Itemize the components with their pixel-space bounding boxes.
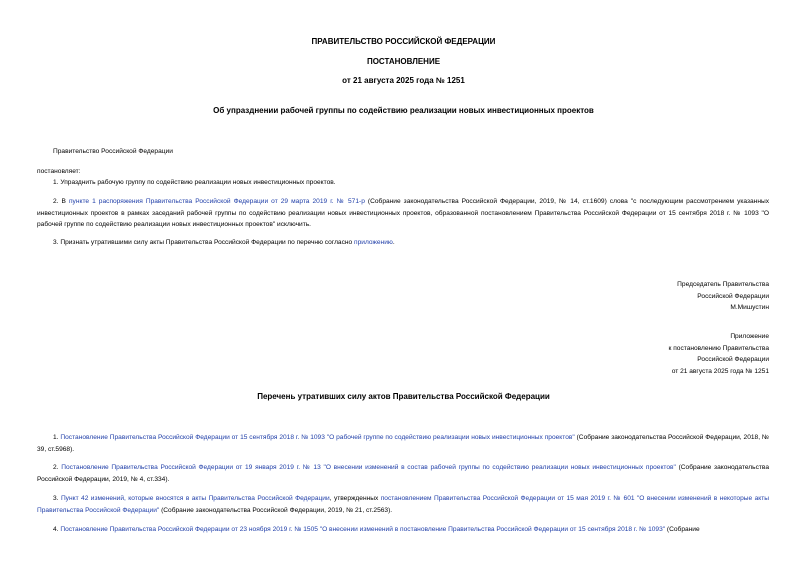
list-item-4 <box>37 524 769 536</box>
list-item-3 <box>37 493 769 516</box>
list-item-1-text: (Собрание законодательства Российской Федерации, 2018, № 39, ст.5968). <box>37 434 769 453</box>
paragraph-3-end: . <box>392 239 395 246</box>
issuer-line: Правительство Российской Федерации <box>53 148 173 155</box>
list-item-2-text: (Собрание законодательства Российской Федерации, 2019, № 4, ст.334). <box>37 464 769 483</box>
government-heading: ПРАВИТЕЛЬСТВО РОССИЙСКОЙ ФЕДЕРАЦИИ <box>311 37 496 46</box>
list-item-1-number: 1. <box>53 434 61 441</box>
paragraph-2 <box>37 196 769 231</box>
list-item-3-number: 3. <box>53 495 61 502</box>
document-title: Об упразднении рабочей группы по содействию реализации новых инвестиционных проектов <box>213 106 594 115</box>
signature-name: М.Мишустин <box>730 304 769 311</box>
paragraph-3 <box>37 237 769 249</box>
appendix-organization: Российской Федерации <box>697 356 769 363</box>
link-resolution-13[interactable]: Постановление Правительства Российской Федерации от 19 января 2019 г. № 13 "О внесении изменений в состав рабочей группы по содействию реализации новых инвестиционных проектов" <box>61 464 676 471</box>
list-title: Перечень утративших силу актов Правительства Российской Федерации <box>257 392 550 401</box>
appendix-block <box>669 331 770 377</box>
signature-block <box>677 279 769 314</box>
appendix-reference: к постановлению Правительства <box>668 344 769 352</box>
appendix-label: Приложение <box>730 333 769 340</box>
paragraph-3-text: 3. Признать утратившими силу акты Правительства Российской Федерации по перечню согласно <box>53 239 355 246</box>
link-resolution-1505[interactable]: Постановление Правительства Российской Федерации от 23 ноября 2019 г. № 1505 "О внесении изменений в постановление Правительства Российской Федерации от 15 сентября 2018 г. № 1093" <box>60 526 666 533</box>
list-item-4-text: (Собрание <box>665 526 700 533</box>
appendix-date-number: от 21 августа 2025 года № 1251 <box>671 367 769 375</box>
link-resolution-601[interactable]: постановлением Правительства Российской Федерации от 15 мая 2019 г. № 601 "О внесении изменений в некоторые акты Правительства Российской Федерации" <box>37 495 769 514</box>
list-item-1 <box>37 432 769 455</box>
document-type: ПОСТАНОВЛЕНИЕ <box>366 57 441 66</box>
link-order-571[interactable]: пункте 1 распоряжения Правительства Российской Федерации от 29 марта 2019 г. № 571-р <box>68 198 365 205</box>
signature-position: Председатель Правительства <box>677 281 769 288</box>
decides-line: постановляет: <box>37 168 81 175</box>
link-appendix[interactable]: приложению <box>354 239 393 246</box>
list-item-4-number: 4. <box>53 526 61 533</box>
list-item-2 <box>37 462 769 485</box>
paragraph-2-prefix: 2. В <box>53 198 69 205</box>
list-item-2-number: 2. <box>53 464 62 471</box>
list-item-3-mid: , утвержденных <box>329 495 381 502</box>
signature-organization: Российской Федерации <box>697 292 769 300</box>
paragraph-2-text: (Собрание законодательства Российской Федерации, 2019, № 14, ст.1609) слова "с последующим рассмотрением указанных инвестиционных проектов в рамках заседаний рабочей группы по содействию реализации новых инвестиционных проектов, образованной постановлением Правительства Российской Федерации от 15 сентября 2018 г. № 1093 "О рабочей группе по содействию реализации новых инвестиционных проектов" исключить. <box>37 198 770 228</box>
link-item-42-changes[interactable]: Пункт 42 изменений, которые вносятся в акты Правительства Российской Федерации <box>60 495 330 502</box>
document-date-number: от 21 августа 2025 года № 1251 <box>342 76 465 85</box>
paragraph-1: 1. Упразднить рабочую группу по содействию реализации новых инвестиционных проектов. <box>53 179 336 186</box>
list-item-3-text: (Собрание законодательства Российской Федерации, 2019, № 21, ст.2563). <box>159 506 393 514</box>
link-resolution-1093[interactable]: Постановление Правительства Российской Федерации от 15 сентября 2018 г. № 1093 "О рабочей группе по содействию реализации новых инвестиционных проектов" <box>60 434 575 441</box>
